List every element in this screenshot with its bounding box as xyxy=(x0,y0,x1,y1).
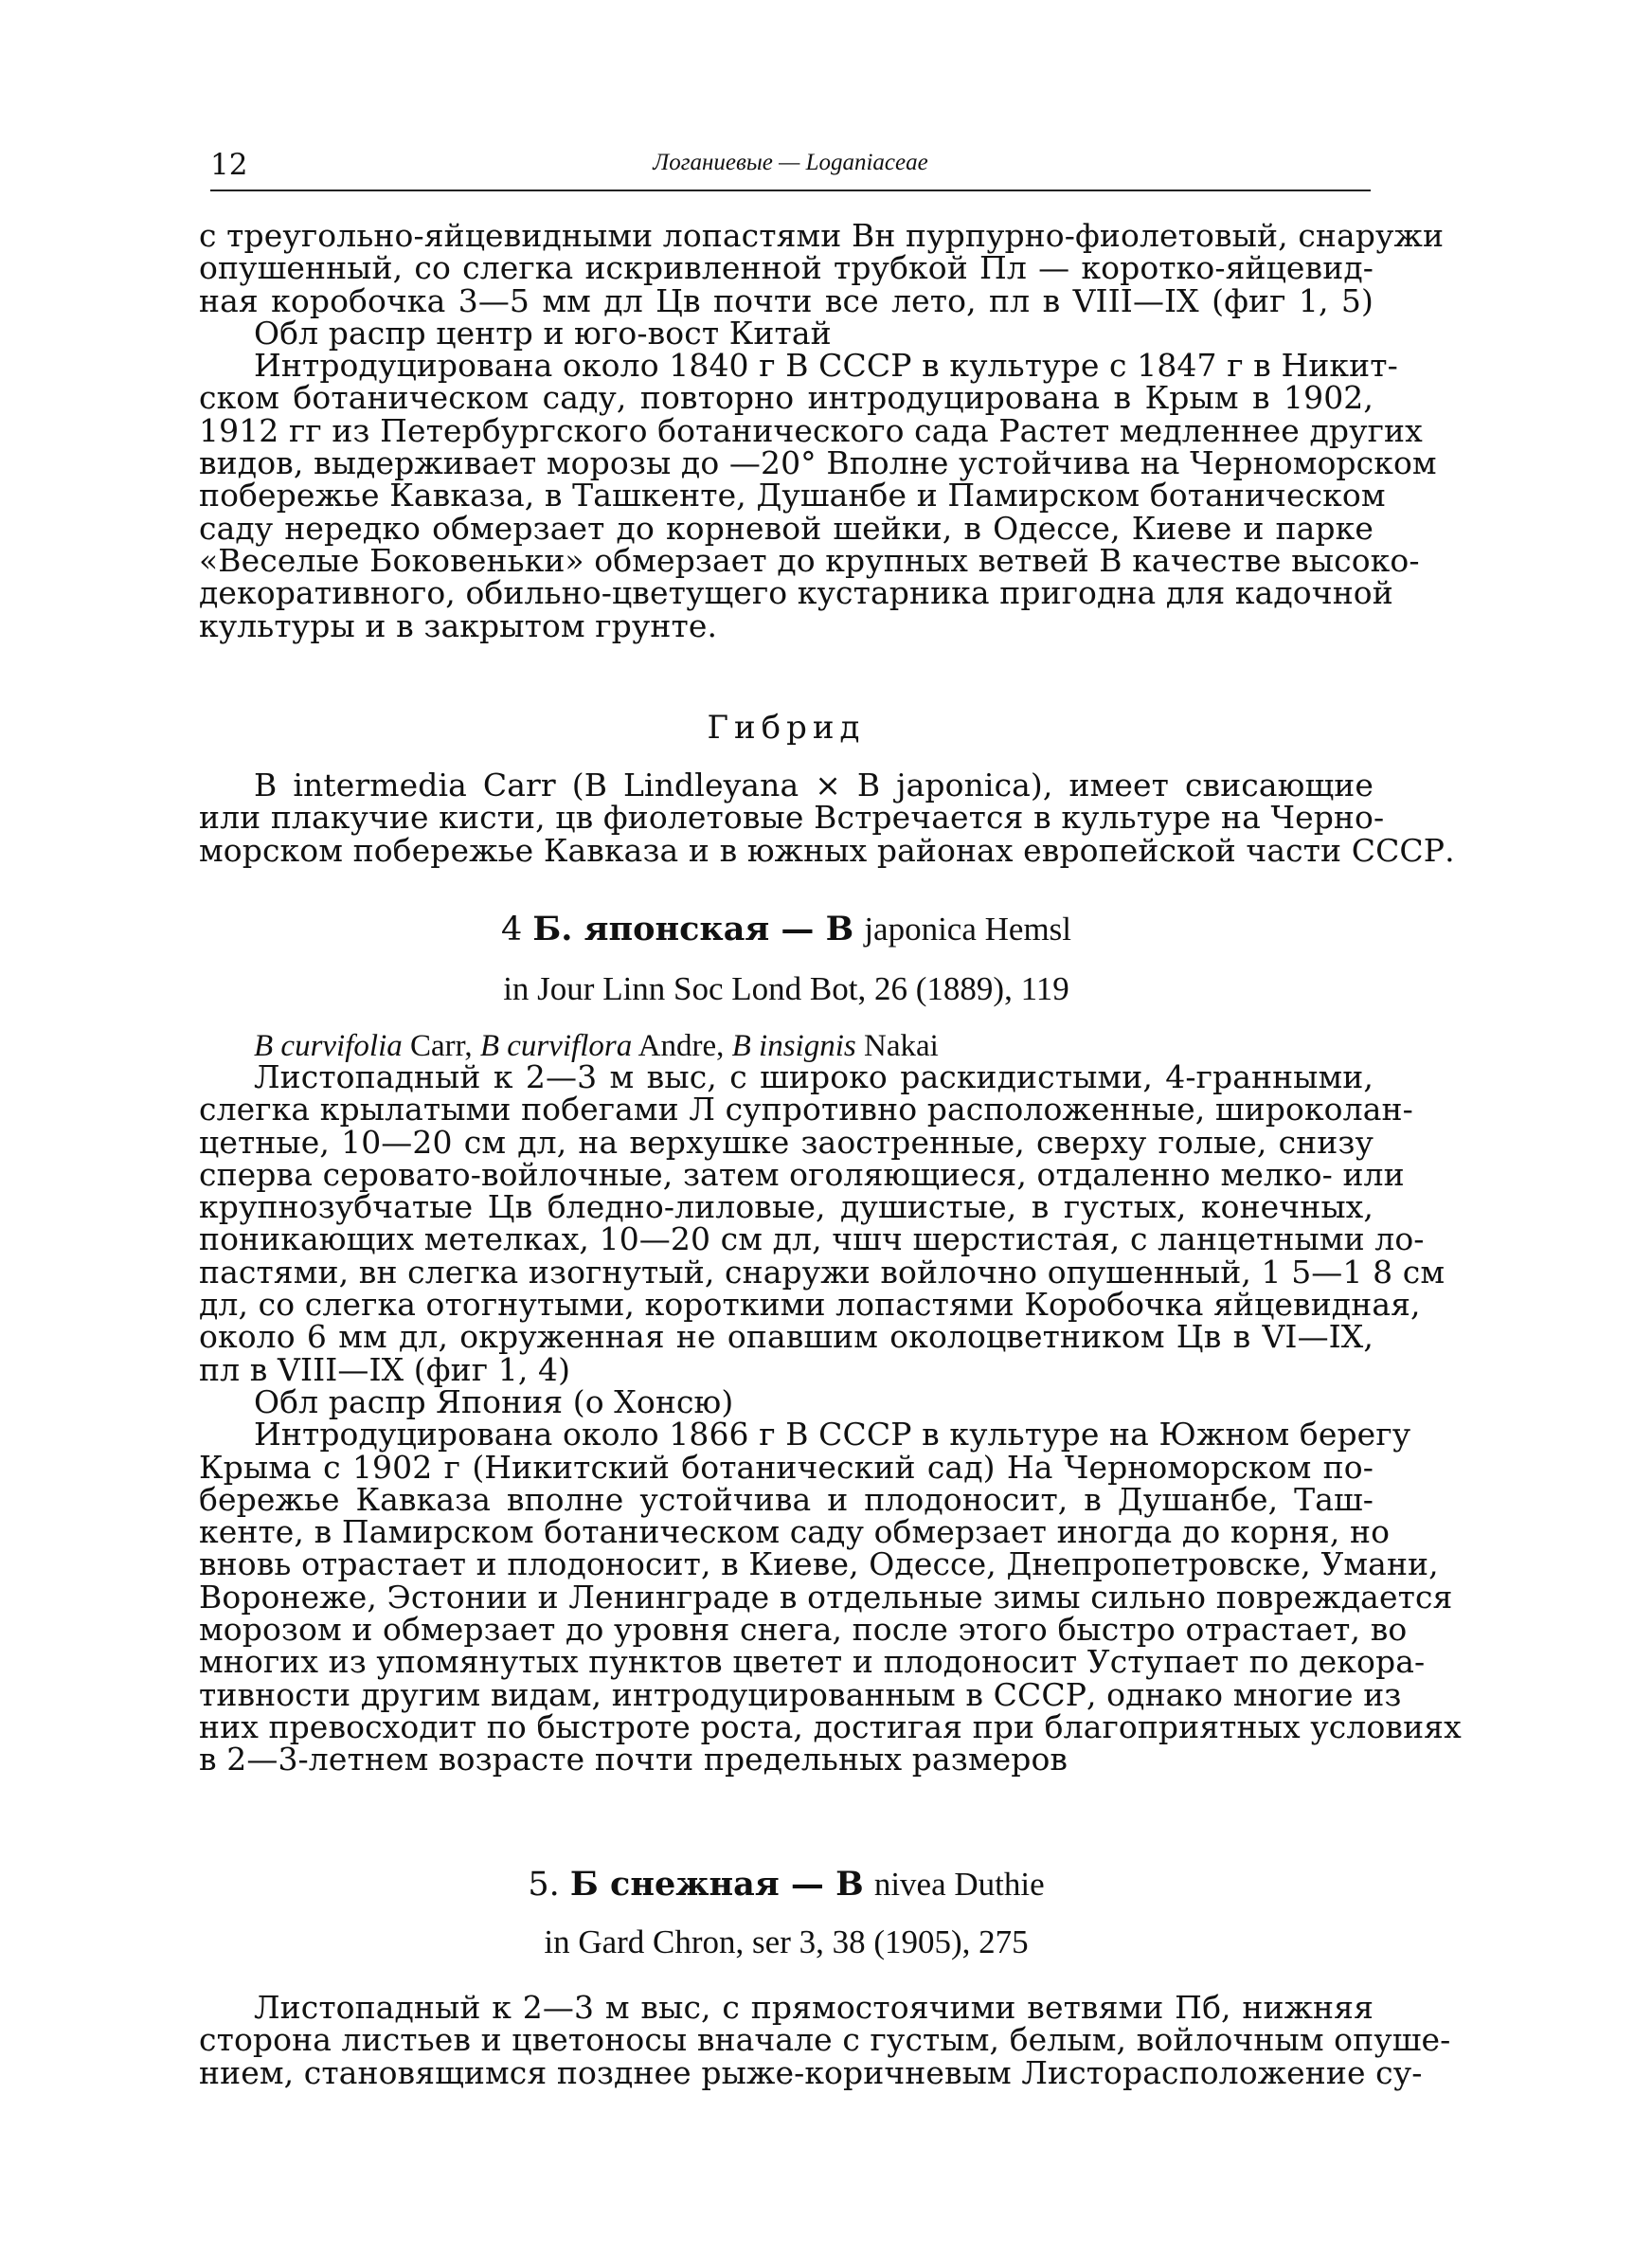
text-line: ная коробочка 3—5 мм дл Цв почти все лето, пл в VIII—IX (фиг 1, 5) xyxy=(199,281,1374,319)
text-line: многих из упомянутых пунктов цветет и плодоносит Уступает по декора- xyxy=(199,1643,1426,1681)
synonym-author: Nakai xyxy=(864,1029,939,1063)
species-name-latin: nivea Duthie xyxy=(873,1866,1045,1903)
text-line: дл, со слегка отогнутыми, короткими лопастями Коробочка яйцевидная, xyxy=(199,1286,1421,1324)
species-name-latin: japonica Hemsl xyxy=(864,911,1072,948)
distribution-line: Обл распр Япония (о Хонсю) xyxy=(254,1382,734,1420)
species-heading xyxy=(199,910,1374,948)
text-line: культуры и в закрытом грунте. xyxy=(199,606,718,644)
paragraph-species4-description xyxy=(199,1058,1462,1779)
paragraph-species5-description xyxy=(199,1989,1451,2091)
text-line: морозом и обмерзает до уровня снега, после этого быстро отрастает, во xyxy=(199,1611,1408,1649)
text-line: нием, становящимся позднее рыже-коричневым Листорасположение су- xyxy=(199,2053,1423,2091)
distribution-line: Обл распр центр и юго-вост Китай xyxy=(254,314,832,352)
text-line: Интродуцирована около 1866 г В СССР в культуре на Южном берегу xyxy=(254,1416,1411,1454)
text-line: B intermedia Carr (B Lindleyana × B japonica), имеет свисающие xyxy=(254,767,1374,803)
text-line: вновь отрастает и плодоносит, в Киеве, Одессе, Днепропетровске, Умани, xyxy=(199,1545,1439,1583)
text-line: опушенный, со слегка искривленной трубкой Пл — коротко-яйцевид- xyxy=(199,249,1374,287)
species-number: 5. xyxy=(528,1866,560,1904)
synonym-epithet: curviflora xyxy=(507,1029,633,1063)
text-line: саду нередко обмерзает до корневой шейки, в Одессе, Киеве и парке xyxy=(199,509,1374,547)
text-line: видов, выдерживает морозы до —20° Вполне устойчива на Черноморском xyxy=(199,444,1437,482)
text-line: Интродуцирована около 1840 г В СССР в культуре с 1847 г в Никит- xyxy=(254,347,1398,385)
text-line: кенте, в Памирском ботаническом саду обмерзает иногда до корня, но xyxy=(199,1513,1391,1551)
synonym-author: Andre xyxy=(637,1029,717,1063)
text-line: около 6 мм дл, окруженная не опавшим околоцветником Цв в VI—IX, xyxy=(199,1318,1374,1356)
species-reference: in Jour Linn Soc Lond Bot, 26 (1889), 119 xyxy=(503,970,1069,1007)
text-line: пастями, вн слегка изогнутый, снаружи войлочно опушенный, 1 5—1 8 см xyxy=(199,1253,1446,1291)
synonym-epithet: curvifolia xyxy=(280,1029,403,1063)
text-line: ском ботаническом саду, повторно интродуцирована в Крым в 1902, xyxy=(199,379,1374,417)
running-title: Логаниевые — Loganiaceae xyxy=(653,150,928,175)
synonym-genus: B xyxy=(479,1029,499,1063)
text-line: цетные, 10—20 см дл, на верхушке заостренные, сверху голые, снизу xyxy=(199,1123,1374,1161)
species-heading xyxy=(199,1865,1374,1904)
species-name-ru: Б. японская — B xyxy=(532,910,854,948)
text-line: крупнозубчатые Цв бледно-лиловые, душистые, в густых, конечных, xyxy=(199,1188,1374,1226)
synonym-genus: B xyxy=(254,1029,274,1063)
species-name-ru: Б снежная — B xyxy=(569,1865,864,1904)
text-line: Листопадный к 2—3 м выс, с прямостоячими ветвями Пб, нижняя xyxy=(254,1989,1374,2026)
page-number: 12 xyxy=(210,148,248,182)
text-line: 1912 гг из Петербургского ботанического сада Растет медленнее других xyxy=(199,411,1423,449)
page-header xyxy=(210,144,1371,191)
text-line: тивности другим видам, интродуцированным в СССР, однако многие из xyxy=(199,1675,1402,1713)
text-line: или плакучие кисти, цв фиолетовые Встречается в культуре на Черно- xyxy=(199,799,1385,837)
text-line: в 2—3-летнем возрасте почти предельных размеров xyxy=(199,1741,1068,1779)
text-line: поникающих метелках, 10—20 см дл, чшч шерстистая, с ланцетными ло- xyxy=(199,1220,1425,1258)
species-reference: in Gard Chron, ser 3, 38 (1905), 275 xyxy=(544,1923,1029,1960)
text-line: слегка крылатыми побегами Л супротивно расположенные, широколан- xyxy=(199,1091,1413,1128)
text-line: сперва серовато-войлочные, затем оголяющиеся, отдаленно мелко- или xyxy=(199,1155,1405,1193)
text-line: Листопадный к 2—3 м выс, с широко раскидистыми, 4-гранными, xyxy=(254,1058,1374,1095)
synonym-epithet: insignis xyxy=(759,1029,856,1063)
synonym-genus: B xyxy=(731,1029,751,1063)
text-line: сторона листьев и цветоносы вначале с густым, белым, войлочным опуше- xyxy=(199,2021,1451,2059)
text-line: пл в VIII—IX (фиг 1, 4) xyxy=(199,1350,571,1388)
section-title-hybrid: Гибрид xyxy=(707,709,866,747)
paragraph-flower-description xyxy=(199,217,1445,644)
text-line: Воронеже, Эстонии и Ленинграде в отдельные зимы сильно повреждается xyxy=(199,1578,1453,1616)
text-line: морском побережье Кавказа и в южных районах европейской части СССР. xyxy=(199,831,1455,869)
text-line: бережье Кавказа вполне устойчива и плодоносит, в Душанбе, Таш- xyxy=(199,1480,1374,1518)
text-line: декоративного, обильно-цветущего кустарника пригодна для кадочной xyxy=(199,574,1393,612)
text-line: «Веселые Боковеньки» обмерзает до крупных ветвей В качестве высоко- xyxy=(199,541,1420,579)
text-line: с треугольно-яйцевидными лопастями Вн пурпурно-фиолетовый, снаружи xyxy=(199,217,1445,254)
synonym-author: Carr xyxy=(409,1029,465,1063)
paragraph-hybrid xyxy=(199,767,1455,869)
text-line: Крыма с 1902 г (Никитский ботанический сад) На Черноморском по- xyxy=(199,1448,1374,1486)
text-line: побережье Кавказа, в Ташкенте, Душанбе и Памирском ботаническом xyxy=(199,477,1386,515)
text-line: них превосходит по быстроте роста, достигая при благоприятных условиях xyxy=(199,1707,1462,1745)
species-number: 4 xyxy=(500,911,523,948)
synonyms-line: B curvifolia Carr, B curviflora Andre, B insignis Nakai xyxy=(254,1029,939,1063)
